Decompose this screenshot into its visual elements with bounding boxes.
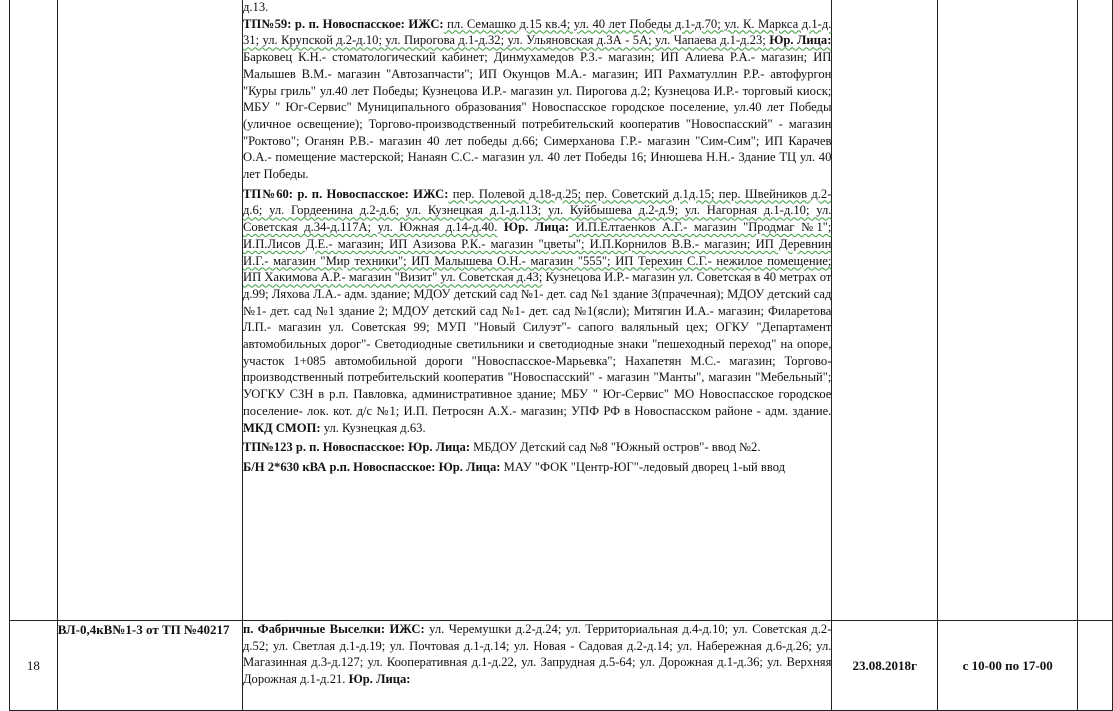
row18-body: ул. Черемушки д.2-д.24; ул. Территориальная д.4-д.10; ул. Советская д.2-д.52; ул. Светлая д.1-д.19; ул. Почтовая д.1-д.14; ул. Новая - Садовая д.2-д.14; ул. Набережная д.6-д.26; ул. Магазинная д.3-д.127; ул. Кооперативная д.1-д.22, ул. Запрудная д.5-64; ул. Дорожная д.1-д.36; ул. Верхняя Дорожная д.1-д.21. <box>242 622 832 687</box>
tp60-head: ТП№60: р. п. Новоспасское: ИЖС: <box>242 186 449 201</box>
tp59-head: ТП№59: р. п. Новоспасское: ИЖС: <box>242 16 444 31</box>
tp123-block <box>243 439 831 456</box>
tp60-izhs: пер. Полевой д.18-д.25; пер. Советский д.1д.15; пер. Швейников д.2-д.6; ул. Гордеенина д.2-д.6; ул. Кузнецкая д.1-д.113; ул. Куйбышева д.2-д.9; ул. Нагорная д.1-д.10; ул. Советская д.34-д.117А; ул. Южная д.14-д.40. <box>242 186 832 235</box>
time-cell <box>938 0 1078 621</box>
date-cell <box>832 0 938 621</box>
row18-yur-label: Юр. Лица: <box>345 672 411 687</box>
outage-date: 23.08.2018г <box>832 621 938 711</box>
bn-head: Б/Н 2*630 кВА р.п. Новоспасское: Юр. Лица: <box>242 459 501 474</box>
row-number: 18 <box>10 621 58 711</box>
tp59-izhs: пл. Семашко д.15 кв.4; ул. 40 лет Победы д.1-д.70; ул. К. Маркса д.1-д. 31; ул. Крупской д.2-д.10; ул. Пирогова д.1-д.32; ул. Ульяновская д.3А - 5А; ул. Чапаева д.1-д.23; <box>242 16 832 48</box>
line-name-cell <box>57 0 242 621</box>
consumers-cell <box>242 621 831 711</box>
extra-cell <box>1078 621 1113 711</box>
tp60-block <box>243 186 831 437</box>
lead-text: д.13. <box>242 0 269 14</box>
row-number-cell <box>10 0 58 621</box>
table-row <box>10 0 1113 621</box>
row18-head: п. Фабричные Выселки: ИЖС: <box>242 622 425 636</box>
row18-block <box>243 621 831 688</box>
tp59-block <box>243 16 831 183</box>
tp59-yur: Барковец К.Н.- стоматологический кабинет; Динмухамедов Р.З.- магазин; ИП Алиева Р.А.- магазин; ИП Малышев В.М.- магазин "Автозапчасти"; ИП Окунцов М.А.- магазин; ИП Рахматуллин Р.Р.- автофургон "Куры гриль" ул.40 лет Победы; Кузнецова И.Р.- магазин ул. Пирогова д.2; Кузнецова И.Р.- торговый киоск; МБУ " Юг-Сервис" Муниципального образования" Новоспасское городское поселение, ул.40 лет Победы (уличное освещение); Торгово-производственный потребительский кооператив "Новоспасский" - магазин "Роктово"; Оганян Р.В.- магазин 40 лет победы д.66; Симерханова Г.Р.- магазин "Сим-Сим"; ИП Карачев О.А.- помещение мастерской; Нанаян С.С.- магазин ул. 40 лет Победы 16; Инюшева Н.Н.- Здание ТЦ ул. 40 лет Победы. <box>242 50 832 182</box>
tp60-mkd: ул. Кузнецкая д.63. <box>320 420 426 435</box>
outage-time: с 10-00 по 17-00 <box>938 621 1078 711</box>
bn-block <box>243 459 831 476</box>
consumers-cell <box>242 0 831 621</box>
bn-body: МАУ "ФОК "Центр-ЮГ"-ледовый дворец 1-ый ввод <box>500 459 786 474</box>
line-name: ВЛ-0,4кВ№1-3 от ТП №40217 <box>57 621 242 711</box>
extra-cell <box>1078 0 1113 621</box>
tp60-yur-label: Юр. Лица: <box>497 220 570 235</box>
tp60-mkd-label: МКД СМОП: <box>242 420 321 435</box>
table-row <box>10 621 1113 711</box>
tp123-head: ТП№123 р. п. Новоспасское: Юр. Лица: <box>242 440 471 455</box>
tp60-yur-b: Кузнецова И.Р.- магазин ул. Советская в 40 метрах от д.99; Ляхова Л.А.- адм. здание; МДОУ детский сад №1- дет. сад №1 здание 3(прачечная); МДОУ детский сад №1- дет. сад №1 здание 2; МДОУ детский сад №1- дет. сад №1(ясли); Митягин И.А.- магазин; Филаретова Л.П.- магазин ул. Советская 99; МУП "Новый Силуэт"- сапого валяльный цех; ОГКУ "Департамент автомобильных дорог"- Светодиодные светильники и светодиодные знаки "пешеходный переход" на опоре, участок 1+085 автомобильной дороги "Новоспасское-Марьевка"; Нахапетян М.С.- магазин; Торгово-производственный потребительский кооператив "Новоспасский" - магазин "Манты", магазин "Мебельный"; УОГКУ СЗН в р.п. Павловка, административное здание; МБУ " Юг-Сервис" МО Новоспасское городское поселение- лок. кот. д/с №1; И.П. Петросян А.Х.- магазин; УПФ РФ в Новоспасском районе - адм. здание. <box>242 270 832 418</box>
tp60-yur-a: И.П.Елтаенков А.Г.- магазин "Продмаг №1"; И.П.Лисов Д.Е.- магазин; ИП Азизова Р.К.- магазин "цветы"; И.П.Корнилов В.В.- магазин; ИП Деревнин И.Г.- магазин "Мир техники"; ИП Малышева О.Н.- магазин "555"; ИП Терехин С.Г.- нежилое помещение; ИП Хакимова А.Р.- магазин "Визит" ул. Советская д.43; <box>242 220 832 285</box>
outage-schedule-table <box>9 0 1113 711</box>
tp59-yur-label: Юр. Лица: <box>765 33 832 48</box>
tp123-body: МБДОУ Детский сад №8 "Южный остров"- ввод №2. <box>470 440 761 455</box>
